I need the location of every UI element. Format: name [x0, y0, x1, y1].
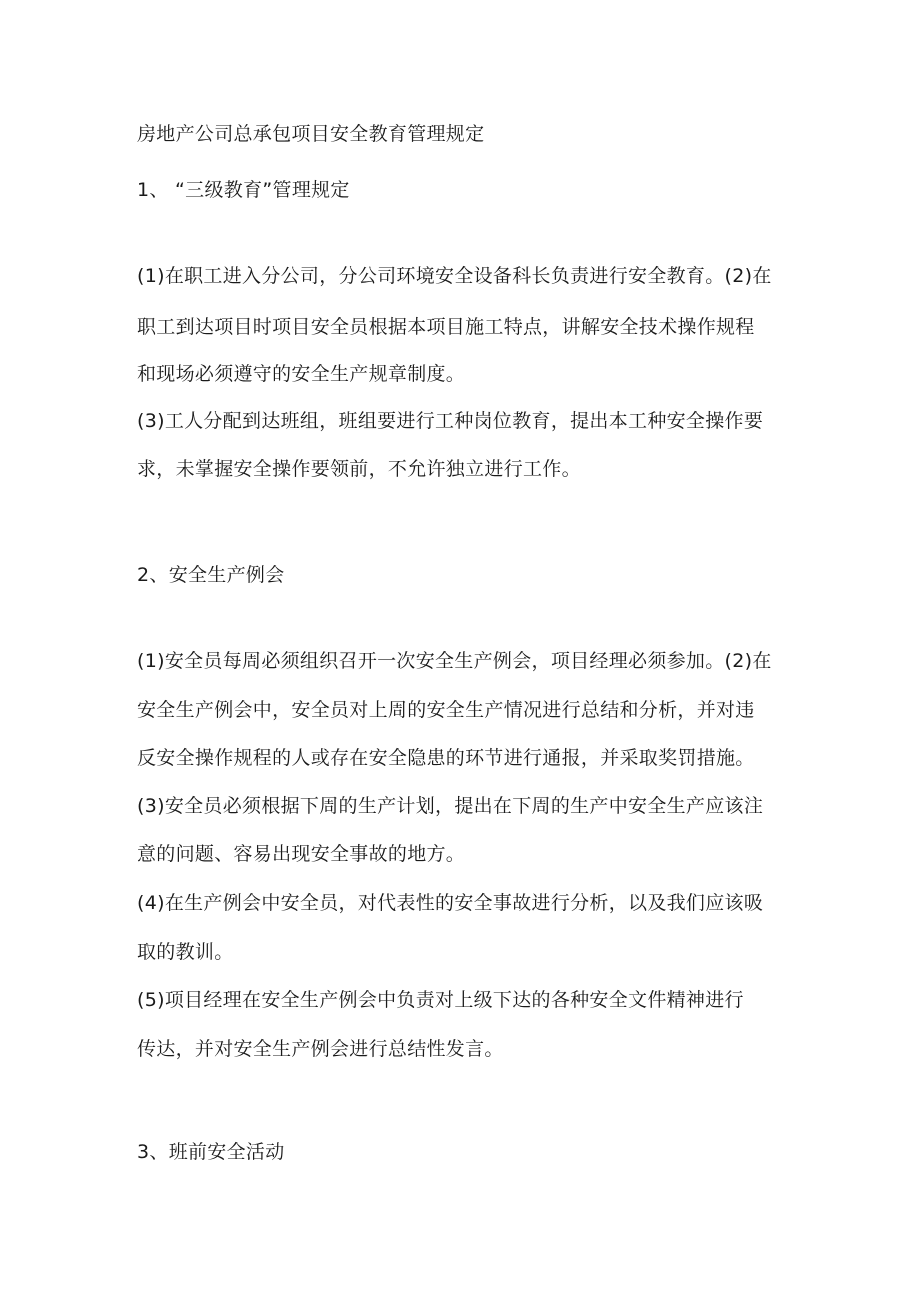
paragraph-line: 和现场必须遵守的安全生产规章制度。 [137, 363, 466, 385]
paragraph-line: (1)安全员每周必须组织召开一次安全生产例会，项目经理必须参加。(2)在 [137, 650, 772, 672]
paragraph-line: (3)安全员必须根据下周的生产计划，提出在下周的生产中安全生产应该注 [137, 795, 764, 817]
paragraph-line: (1)在职工进入分公司，分公司环境安全设备科长负责进行安全教育。(2)在 [137, 265, 772, 287]
section-heading-1: 1、 “三级教育”管理规定 [137, 179, 350, 201]
section-heading-2: 2、安全生产例会 [137, 564, 285, 586]
paragraph-line: 传达，并对安全生产例会进行总结性发言。 [137, 1038, 504, 1060]
paragraph-line: (4)在生产例会中安全员，对代表性的安全事故进行分析，以及我们应该吸 [137, 892, 764, 914]
paragraph-line: 求，未掌握安全操作要领前，不允许独立进行工作。 [137, 458, 581, 480]
section-heading-3: 3、班前安全活动 [137, 1141, 285, 1163]
document-title: 房地产公司总承包项目安全教育管理规定 [137, 123, 485, 145]
paragraph-line: 反安全操作规程的人或存在安全隐患的环节进行通报，并采取奖罚措施。 [137, 747, 755, 769]
paragraph-line: 意的问题、容易出现安全事故的地方。 [137, 843, 466, 865]
paragraph-line: (5)项目经理在安全生产例会中负责对上级下达的各种安全文件精神进行 [137, 989, 744, 1011]
paragraph-line: 职工到达项目时项目安全员根据本项目施工特点，讲解安全技术操作规程 [137, 316, 755, 338]
paragraph-line: 安全生产例会中，安全员对上周的安全生产情况进行总结和分析，并对违 [137, 699, 755, 721]
paragraph-line: 取的教训。 [137, 941, 234, 963]
paragraph-line: (3)工人分配到达班组，班组要进行工种岗位教育，提出本工种安全操作要 [137, 410, 764, 432]
